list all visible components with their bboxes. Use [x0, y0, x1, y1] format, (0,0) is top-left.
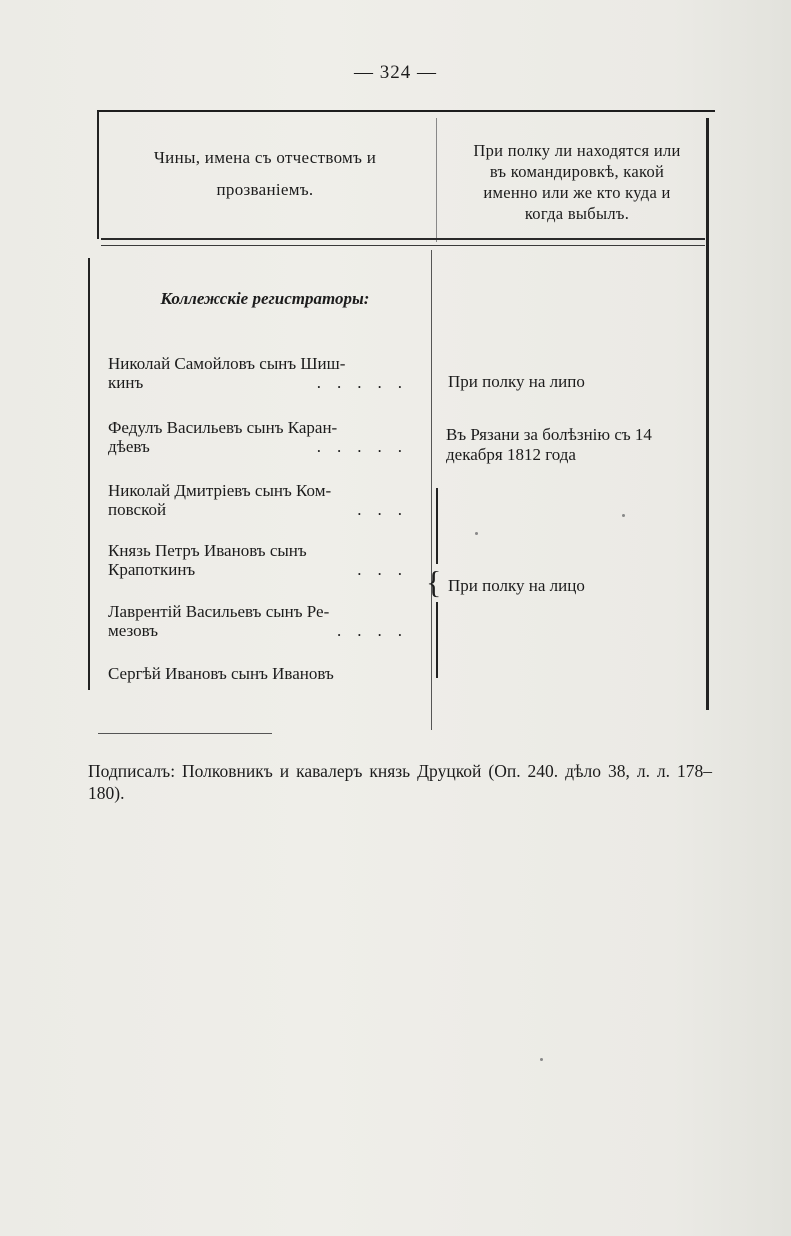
entry-line-1: Федулъ Васильевъ сынъ Каран-: [108, 418, 338, 437]
entry-line-2: мезовъ: [108, 621, 159, 640]
page-number: — 324 —: [354, 62, 437, 83]
header-double-rule-top: [101, 238, 705, 240]
column-header-names: [110, 142, 420, 206]
table-left-border-header: [97, 111, 99, 239]
entry-line-2: Крапоткинъ: [108, 560, 196, 579]
brace-curl: {: [426, 564, 442, 600]
footnote-rule: [98, 733, 272, 734]
leader-dots: ...: [357, 560, 418, 579]
column-header-status: [442, 140, 712, 224]
leader-dots: ....: [337, 621, 418, 640]
table-top-rule: [97, 110, 715, 112]
entry-line-2: повской: [108, 500, 167, 519]
table-row-name: [108, 418, 418, 456]
entry-line-1: Николай Самойловъ сынъ Шиш-: [108, 354, 346, 373]
header-left-line-2: прозваніемъ.: [216, 180, 314, 199]
table-row-name: [108, 354, 418, 392]
table-left-border-body: [88, 258, 90, 690]
leader-dots: .....: [316, 437, 418, 456]
leader-dots: ...: [357, 500, 418, 519]
status-text: Въ Рязани за болѣзнію съ 14 декабря 1812 года: [446, 425, 652, 464]
entry-line-1: Сергѣй Ивановъ сынъ Ивановъ: [108, 664, 334, 683]
header-right-line-3: именно или же кто куда и: [483, 183, 671, 202]
paper-speck: [475, 532, 478, 535]
entry-line-1: Лаврентій Васильевъ сынъ Ре-: [108, 602, 330, 621]
entry-line-2: дѣевъ: [108, 437, 150, 456]
paper-speck: [622, 514, 625, 517]
table-column-divider-body: [431, 250, 432, 730]
entry-line-1: Князь Петръ Ивановъ сынъ: [108, 541, 307, 560]
paper-speck: [540, 1058, 543, 1061]
table-row-name: [108, 602, 418, 640]
status-text: При полку на лицо: [448, 576, 585, 595]
table-row-name: [108, 481, 418, 519]
header-left-line-1: Чины, имена съ отчествомъ и: [153, 148, 377, 167]
brace-line-lower: [436, 602, 438, 678]
header-double-rule-bottom: [101, 245, 705, 246]
status-text: При полку на липо: [448, 372, 585, 391]
signature-text: Подписалъ: Полковникъ и кавалеръ князь Друцкой (Оп. 240. дѣло 38, л. л. 178–180).: [88, 761, 712, 803]
header-right-line-1: При полку ли находятся или: [473, 141, 681, 160]
table-row-name: [108, 541, 418, 579]
entry-line-2: кинъ: [108, 373, 144, 392]
header-right-line-4: когда выбылъ.: [524, 204, 630, 223]
section-title: Коллежскіе регистраторы:: [160, 289, 370, 308]
entry-line-1: Николай Дмитріевъ сынъ Ком-: [108, 481, 332, 500]
brace-line-upper: [436, 488, 438, 564]
table-column-divider-header: [436, 118, 437, 242]
table-row-name: [108, 664, 418, 683]
header-right-line-2: въ командировкѣ, какой: [489, 162, 665, 181]
leader-dots: .....: [316, 373, 418, 392]
